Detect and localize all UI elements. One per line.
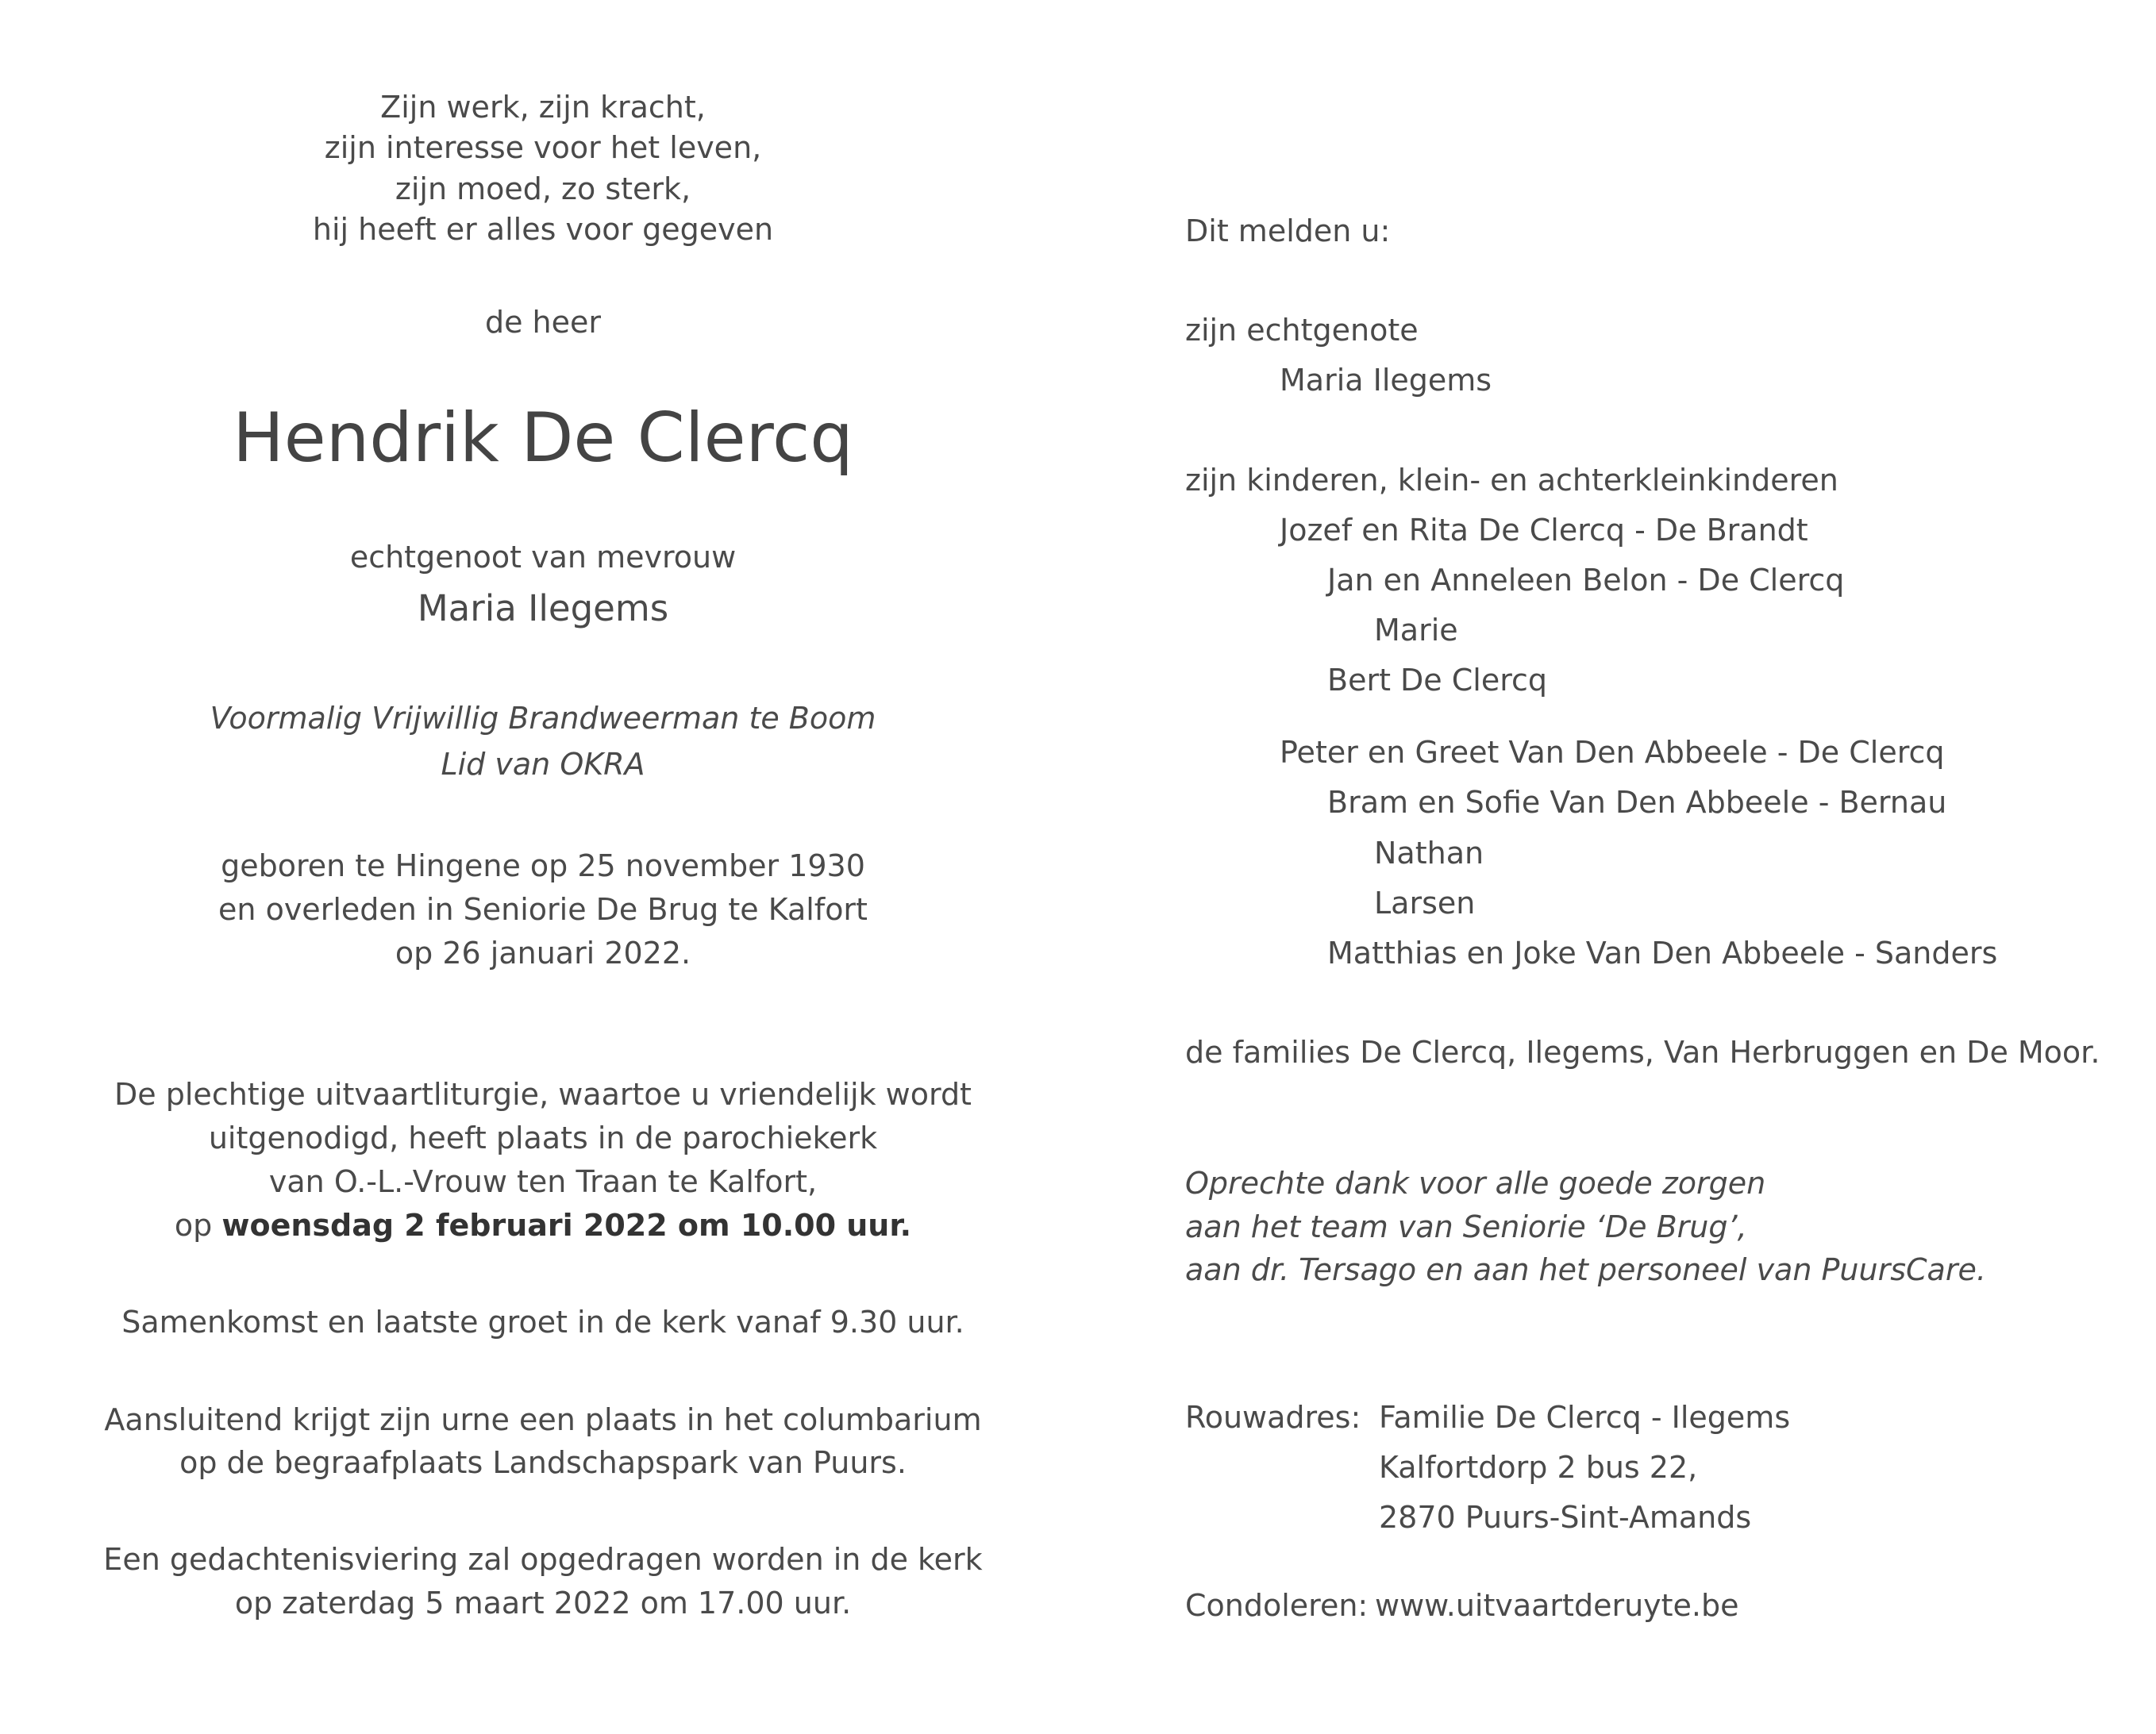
funeral-date-prefix: op bbox=[174, 1208, 213, 1243]
memorial-line: op zaterdag 5 maart 2022 om 17.00 uur. bbox=[234, 1586, 852, 1621]
birth-death-line: geboren te Hingene op 25 november 1930 bbox=[221, 848, 865, 883]
family-child: Bert De Clercq bbox=[1327, 663, 1548, 698]
spouse-label: echtgenoot van mevrouw bbox=[349, 540, 737, 575]
birth-death-line: en overleden in Seniorie De Brug te Kalfort bbox=[218, 892, 868, 927]
deceased-name: Hendrik De Clercq bbox=[233, 398, 853, 478]
poem-line: hij heeft er alles voor gegeven bbox=[312, 212, 774, 247]
spouse-name: Maria Ilegems bbox=[1280, 363, 1492, 398]
children-label: zijn kinderen, klein- en achterkleinkinderen bbox=[1185, 463, 1838, 498]
funeral-date bbox=[174, 1208, 912, 1243]
family-grandchild: Larsen bbox=[1374, 886, 1476, 921]
condolence-url[interactable]: www.uitvaartderuyte.be bbox=[1375, 1588, 1739, 1623]
address-line: Kalfortdorp 2 bus 22, bbox=[1379, 1450, 1698, 1485]
poem-line: Zijn werk, zijn kracht, bbox=[380, 90, 706, 125]
role-line: Voormalig Vrijwillig Brandweerman te Boom bbox=[210, 701, 876, 736]
family-parents: Peter en Greet Van Den Abbeele - De Clercq bbox=[1280, 735, 1945, 770]
address-line: 2870 Puurs-Sint-Amands bbox=[1379, 1500, 1752, 1535]
condolence-label: Condoleren: bbox=[1185, 1588, 1369, 1623]
birth-death-line: op 26 januari 2022. bbox=[395, 936, 691, 971]
urn-line: op de begraafplaats Landschapspark van Puurs. bbox=[179, 1445, 907, 1480]
poem-line: zijn interesse voor het leven, bbox=[324, 130, 762, 165]
family-child: Bram en Sofie Van Den Abbeele - Bernau bbox=[1327, 785, 1947, 820]
poem-line: zijn moed, zo sterk, bbox=[395, 171, 691, 206]
funeral-line: van O.-L.-Vrouw ten Traan te Kalfort, bbox=[268, 1164, 818, 1199]
family-grandchild: Marie bbox=[1374, 613, 1458, 648]
address-label: Rouwadres: bbox=[1185, 1400, 1361, 1435]
spouse-name: Maria Ilegems bbox=[417, 587, 669, 629]
memorial-line: Een gedachtenisviering zal opgedragen worden in de kerk bbox=[103, 1542, 983, 1577]
urn-line: Aansluitend krijgt zijn urne een plaats in het columbarium bbox=[104, 1402, 982, 1437]
family-grandchild: Nathan bbox=[1374, 836, 1484, 871]
address-line: Familie De Clercq - Ilegems bbox=[1379, 1400, 1791, 1435]
funeral-date-bold: woensdag 2 februari 2022 om 10.00 uur. bbox=[221, 1208, 912, 1243]
funeral-line: uitgenodigd, heeft plaats in de parochiekerk bbox=[208, 1121, 878, 1155]
thanks-line: Oprechte dank voor alle goede zorgen bbox=[1185, 1166, 1766, 1201]
gathering-line: Samenkomst en laatste groet in de kerk vanaf 9.30 uur. bbox=[121, 1305, 964, 1340]
thanks-line: aan het team van Seniorie ‘De Brug’, bbox=[1185, 1209, 1747, 1244]
family-child: Jan en Anneleen Belon - De Clercq bbox=[1327, 563, 1845, 598]
honorific: de heer bbox=[484, 305, 602, 340]
spouse-label: zijn echtgenote bbox=[1185, 313, 1419, 348]
family-parents: Jozef en Rita De Clercq - De Brandt bbox=[1280, 513, 1808, 548]
role-line: Lid van OKRA bbox=[441, 747, 645, 782]
thanks-line: aan dr. Tersago en aan het personeel van PuursCare. bbox=[1185, 1252, 1986, 1287]
family-child: Matthias en Joke Van Den Abbeele - Sanders bbox=[1327, 936, 1998, 971]
families-line: de families De Clercq, Ilegems, Van Herbruggen en De Moor. bbox=[1185, 1035, 2100, 1070]
intro-line: Dit melden u: bbox=[1185, 213, 1391, 248]
funeral-line: De plechtige uitvaartliturgie, waartoe u vriendelijk wordt bbox=[114, 1077, 972, 1112]
